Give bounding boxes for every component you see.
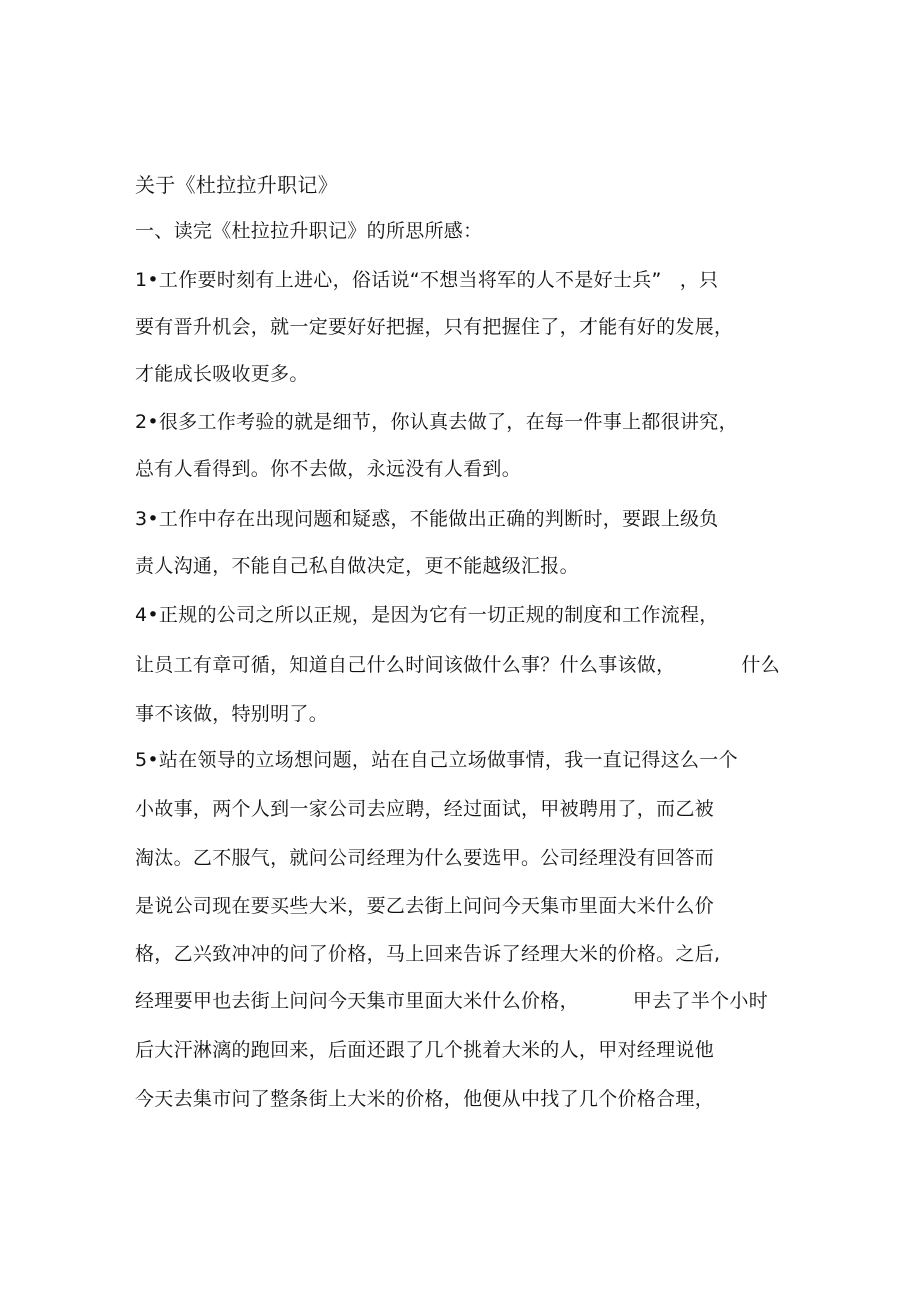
paragraph-line [135,551,579,581]
line-text: 让员工有章可循，知道自己什么时间该做什么事？什么事该做， [135,654,676,676]
paragraph-line [135,312,733,342]
line-text: 事不该做，特别明了。 [135,703,329,725]
line-text: 后大汗淋漓的跑回来，后面还跟了几个挑着大米的人，甲对经理说他 [135,1039,715,1061]
line-text: 甲去了半个小时 [632,990,769,1012]
line-text: 什么 [741,654,781,676]
line-text: 才能成长吸收更多。 [135,363,309,385]
paragraph-line [135,745,738,775]
paragraph-line [135,794,714,824]
paragraph-line [135,843,714,873]
section-heading: 一、读完《杜拉拉升职记》的所思所感： [135,220,483,242]
line-text: 经理要甲也去街上问问今天集市里面大米什么价格， [135,990,579,1012]
line-text: 要有晋升机会，就一定要好好把握，只有把握住了，才能有好的发展， [135,316,734,338]
paragraph-line [135,699,328,729]
line-text: 1•工作要时刻有上进心，俗话说“不想当将军的人不是好士兵” [135,269,662,291]
paragraph-line [135,891,714,921]
line-text: 小故事，两个人到一家公司去应聘，经过面试，甲被聘用了，而乙被 [135,798,715,820]
paragraph-line [135,986,768,1016]
document-title: 关于《杜拉拉升职记》 [135,173,338,197]
paragraph-line [135,600,719,630]
paragraph-line [135,939,720,969]
line-text: 是说公司现在要买些大米，要乙去街上问问今天集市里面大米什么价 [135,895,715,917]
paragraph-line [135,359,309,389]
line-text: 5•站在领导的立场想问题，站在自己立场做事情，我一直记得这么一个 [135,749,738,771]
paragraph-line [135,1035,714,1065]
line-text: 格，乙兴致冲冲的问了价格，马上回来告诉了经理大米的价格。之后, [135,943,721,965]
line-text: 总有人看得到。你不去做，永远没有人看到。 [135,458,522,480]
line-text: ，只 [679,269,719,291]
line-text: 3•工作中存在出现问题和疑惑，不能做出正确的判断时，要跟上级负 [135,508,719,530]
line-text: 淘汰。乙不服气，就问公司经理为什么要选甲。公司经理没有回答而 [135,847,715,869]
line-text: 责人沟通，不能自己私自做决定，更不能越级汇报。 [135,555,579,577]
line-text: 今天去集市问了整条街上大米的价格，他便从中找了几个价格合理， [135,1088,715,1110]
paragraph-line [135,265,718,295]
paragraph-line [135,504,719,534]
paragraph-line [135,650,780,680]
paragraph-line [135,1084,714,1114]
paragraph-line [135,454,521,484]
line-text: 4•正规的公司之所以正规，是因为它有一切正规的制度和工作流程， [135,604,719,626]
paragraph-line [135,407,738,437]
line-text: 2•很多工作考验的就是细节，你认真去做了，在每一件事上都很讲究， [135,411,738,433]
